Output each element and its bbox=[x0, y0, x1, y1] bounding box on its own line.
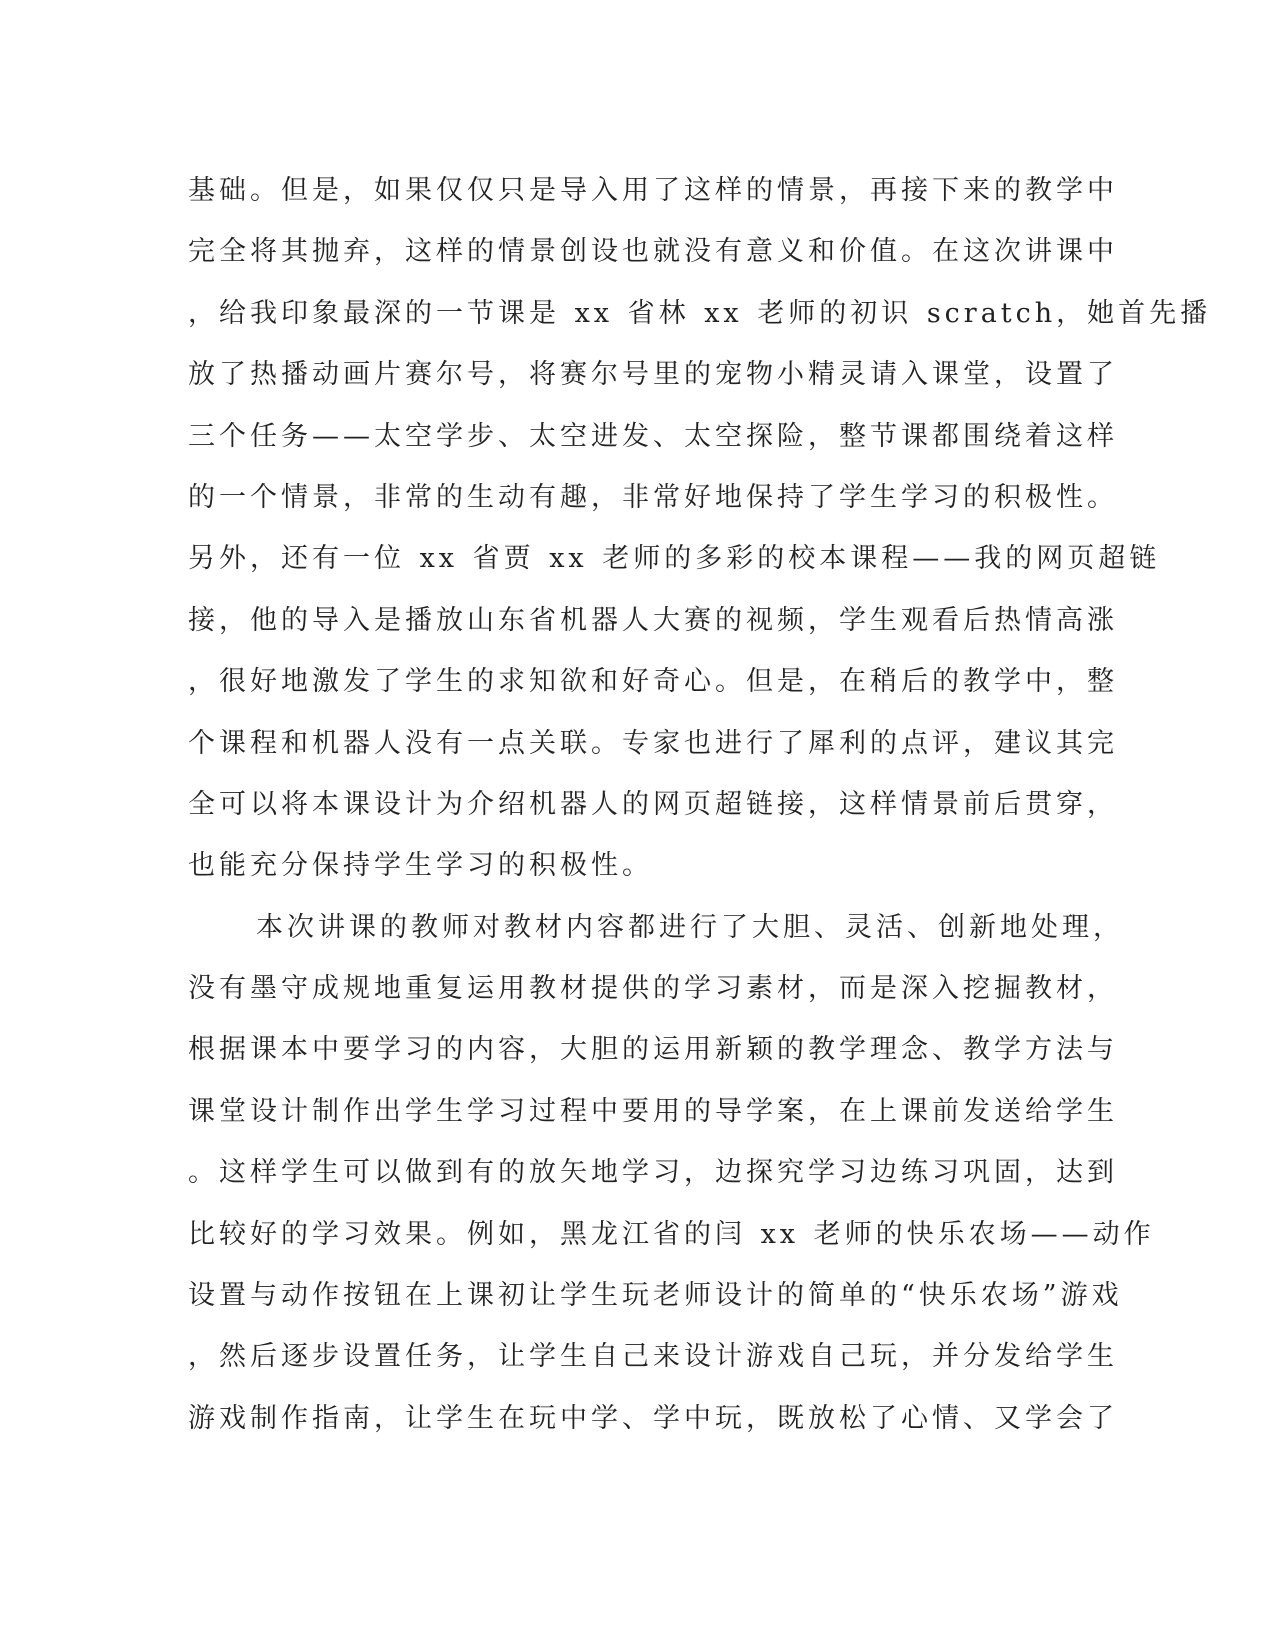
text-line: 设置与动作按钮在上课初让学生玩老师设计的简单的“快乐农场”游戏 bbox=[188, 1280, 1123, 1312]
text-line: 课堂设计制作出学生学习过程中要用的导学案，在上课前发送给学生 bbox=[188, 1095, 1118, 1127]
text-line: ，很好地激发了学生的求知欲和好奇心。但是，在稍后的教学中，整 bbox=[188, 666, 1118, 698]
text-line: 放了热播动画片赛尔号，将赛尔号里的宠物小精灵请入课堂，设置了 bbox=[188, 359, 1118, 391]
text-line: ，给我印象最深的一节课是 xx 省林 xx 老师的初识 scratch，她首先播 bbox=[188, 297, 1212, 329]
paragraph-2 bbox=[188, 897, 1155, 1450]
text-line: 根据课本中要学习的内容，大胆的运用新颖的教学理念、教学方法与 bbox=[188, 1034, 1118, 1066]
text-line: 的一个情景，非常的生动有趣，非常好地保持了学生学习的积极性。 bbox=[188, 481, 1118, 513]
text-line: 没有墨守成规地重复运用教材提供的学习素材，而是深入挖掘教材， bbox=[188, 973, 1118, 1005]
text-line: 游戏制作指南，让学生在玩中学、学中玩，既放松了心情、又学会了 bbox=[188, 1402, 1118, 1434]
text-line: 比较好的学习效果。例如，黑龙江省的闫 xx 老师的快乐农场——动作 bbox=[188, 1218, 1155, 1250]
text-line: 。这样学生可以做到有的放矢地学习，边探究学习边练习巩固，达到 bbox=[188, 1157, 1118, 1189]
body-text bbox=[188, 160, 1212, 1449]
text-line: ，然后逐步设置任务，让学生自己来设计游戏自己玩，并分发给学生 bbox=[188, 1341, 1118, 1373]
text-line: 完全将其抛弃，这样的情景创设也就没有意义和价值。在这次讲课中 bbox=[188, 236, 1118, 268]
text-line: 基础。但是，如果仅仅只是导入用了这样的情景，再接下来的教学中 bbox=[188, 175, 1118, 206]
text-line: 全可以将本课设计为介绍机器人的网页超链接，这样情景前后贯穿， bbox=[188, 788, 1118, 820]
text-line: 另外，还有一位 xx 省贾 xx 老师的多彩的校本课程——我的网页超链 bbox=[188, 543, 1161, 575]
paragraph-1 bbox=[188, 160, 1212, 897]
text-line: 个课程和机器人没有一点关联。专家也进行了犀利的点评，建议其完 bbox=[188, 727, 1118, 759]
text-line: 也能充分保持学生学习的积极性。 bbox=[188, 850, 653, 882]
text-line-indented: 本次讲课的教师对教材内容都进行了大胆、灵活、创新地处理， bbox=[256, 911, 1124, 943]
text-line: 接，他的导入是播放山东省机器人大赛的视频，学生观看后热情高涨 bbox=[188, 604, 1118, 636]
text-line: 三个任务——太空学步、太空进发、太空探险，整节课都围绕着这样 bbox=[188, 420, 1118, 452]
